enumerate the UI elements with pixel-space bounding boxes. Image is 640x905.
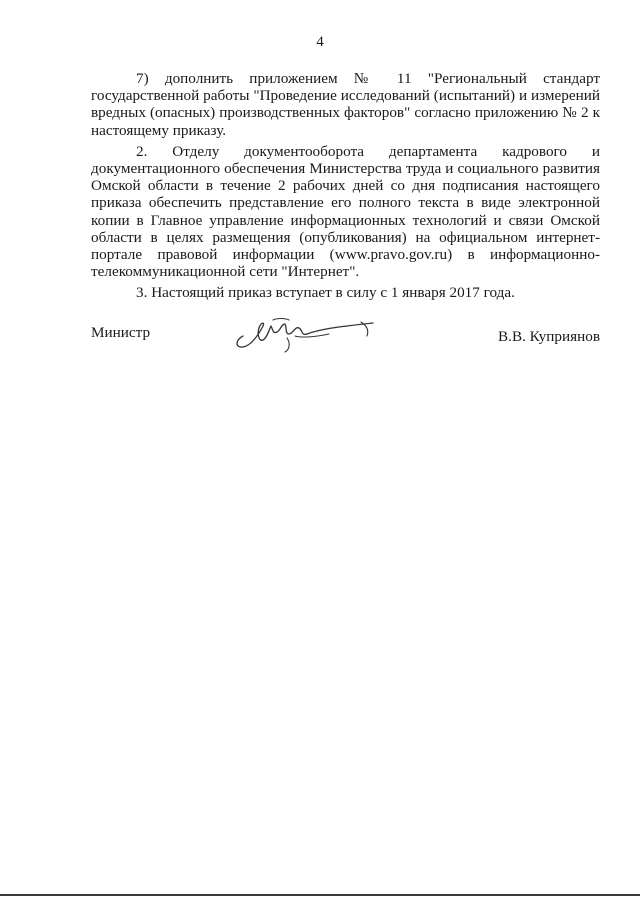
handwritten-signature (229, 314, 389, 354)
text-line: настоящему приказу. (91, 121, 227, 139)
text-line: копии в Главное управление информационных технологий и связи Омской (91, 211, 600, 229)
signature-block (91, 322, 600, 362)
text-line: документационного обеспечения Министерства труда и социального развития (91, 160, 600, 178)
scan-edge-divider (0, 894, 640, 896)
paragraph-item-7 (91, 70, 600, 139)
signer-name: В.В. Куприянов (498, 328, 600, 345)
text-line: приказа обеспечить представление его полного текста в виде электронной (91, 194, 600, 212)
text-line: телекоммуникационной сети "Интернет". (91, 263, 360, 281)
paragraph-3 (91, 284, 600, 301)
text-line: портале правовой информации (www.pravo.gov.ru) в информационно- (91, 246, 600, 264)
text-line: 2. Отделу документооборота департамента кадрового и (136, 142, 600, 160)
text-line: 7) дополнить приложением № 11 "Региональный стандарт (136, 70, 600, 87)
signer-title: Министр (91, 324, 151, 341)
text-line: области в целях размещения (опубликования) на официальном интернет- (91, 228, 600, 246)
text-line: вредных (опасных) производственных факторов" согласно приложению № 2 к (91, 104, 600, 122)
paragraph-2 (91, 143, 600, 281)
page-number: 4 (316, 34, 324, 50)
document-body (91, 70, 600, 302)
text-line: Омской области в течение 2 рабочих дней со дня подписания настоящего (91, 177, 600, 195)
text-line: 3. Настоящий приказ вступает в силу с 1 января 2017 года. (136, 284, 515, 302)
text-line: государственной работы "Проведение исследований (испытаний) и измерений (91, 87, 600, 105)
